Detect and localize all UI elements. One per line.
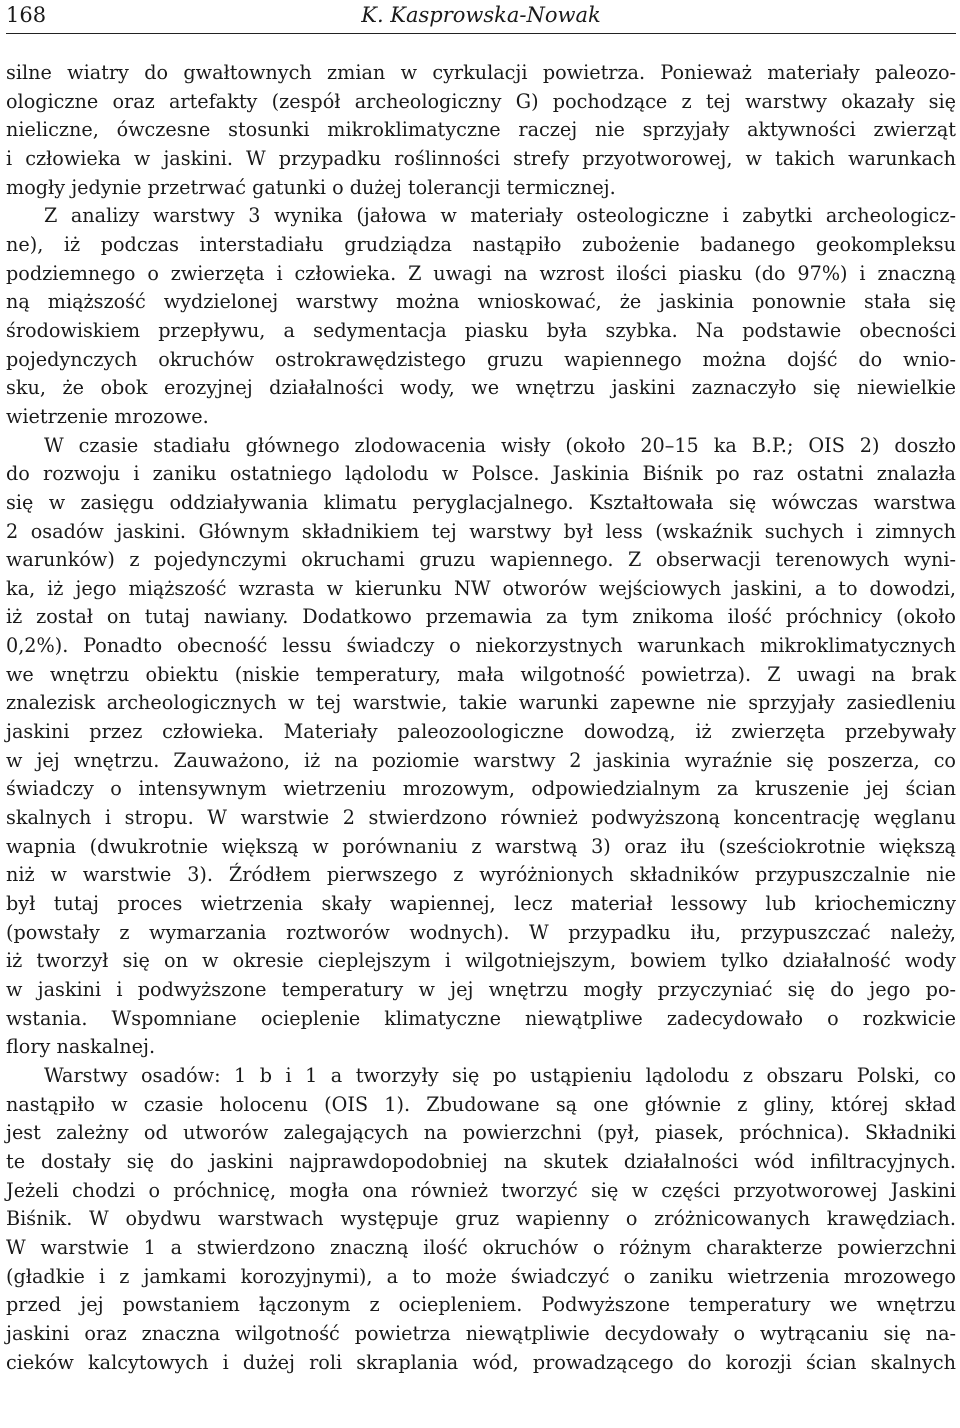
- paragraph-end-line: wietrzenie mrozowe.: [6, 404, 209, 428]
- text-line: i człowieka w jaskini. W przypadku roślinności strefy przyotworowej, w takich warunkach: [6, 146, 956, 170]
- paragraph-start-line: Z analizy warstwy 3 wynika (jałowa w materiały osteologiczne i zabytki archeologicz-: [44, 204, 956, 228]
- text-line: we wnętrzu obiektu (niskie temperatury, mała wilgotność powietrza). Z uwagi na brak: [6, 662, 956, 686]
- text-line: (gładkie i z jamkami korozyjnymi), a to może świadczyć o zaniku wietrzenia mrozowego: [6, 1264, 956, 1288]
- text-line: silne wiatry do gwałtownych zmian w cyrkulacji powietrza. Ponieważ materiały paleozo-: [6, 61, 956, 84]
- text-line: przed jej powstaniem łączonym z ociepleniem. Podwyższone temperatury we wnętrzu: [6, 1293, 956, 1317]
- text-line: do rozwoju i zaniku ostatniego lądolodu w Polsce. Jaskinia Biśnik po raz ostatni znalazła: [6, 462, 956, 486]
- text-line: te dostały się do jaskini najprawdopodobniej na skutek działalności wód infiltracyjnych.: [6, 1149, 956, 1173]
- text-line: cieków kalcytowych i dużej roli skraplania wód, prowadzącego do korozji ścian skalnych: [6, 1350, 956, 1374]
- running-head: [6, 0, 956, 34]
- paragraph-end-line: flory naskalnej.: [6, 1035, 156, 1059]
- paragraph-start-line: Warstwy osadów: 1 b i 1 a tworzyły się po ustąpieniu lądolodu z obszaru Polski, co: [44, 1063, 956, 1087]
- text-line: jest zależny od utworów zalegających na powierzchni (pył, piasek, próchnica). Składniki: [6, 1121, 956, 1145]
- text-line: znalezisk archeologicznych w tej warstwie, takie warunki zapewne nie sprzyjały zasiedleniu: [6, 691, 956, 715]
- text-line: skalnych i stropu. W warstwie 2 stwierdzono również podwyższoną koncentrację węglanu: [6, 806, 956, 830]
- paragraph-start-line: W czasie stadiału głównego zlodowacenia wisły (około 20–15 ka B.P.; OIS 2) doszło: [44, 433, 956, 457]
- text-line: ka, iż jego miąższość wzrasta w kierunku NW otworów wejściowych jaskini, a to dowodzi,: [6, 576, 956, 600]
- page-number: 168: [6, 3, 47, 27]
- text-line: w jaskini i podwyższone temperatury w jej wnętrzu mogły przyczyniać się do jego po-: [6, 978, 956, 1001]
- text-line: jaskini przez człowieka. Materiały paleozoologiczne dowodzą, iż zwierzęta przebywały: [6, 720, 956, 744]
- body-text: [6, 59, 956, 1377]
- text-line: nastąpiło w czasie holocenu (OIS 1). Zbudowane są one głównie z gliny, której skład: [6, 1092, 956, 1116]
- text-line: pojedynczych okruchów ostrokrawędzistego gruzu wapiennego można dojść do wnio-: [6, 347, 956, 371]
- text-line: podziemnego o zwierzęta i człowieka. Z uwagi na wzrost ilości piasku (do 97%) i znaczną: [6, 261, 956, 285]
- text-line: ne), iż podczas interstadiału grudziądza nastąpiło zubożenie badanego geokompleksu: [6, 232, 956, 256]
- text-line: nieliczne, ówczesne stosunki mikroklimatyczne raczej nie sprzyjały aktywności zwierząt: [6, 118, 956, 142]
- text-line: Biśnik. W obydwu warstwach występuje gruz wapienny o zróżnicowanych krawędziach.: [6, 1207, 956, 1231]
- text-line: był tutaj proces wietrzenia skały wapiennej, lecz materiał lessowy lub kriochemiczny: [6, 892, 956, 916]
- text-line: (powstały z wymarzania roztworów wodnych). W przypadku iłu, przypuszczać należy,: [6, 920, 956, 944]
- text-line: się w zasięgu oddziaływania klimatu peryglacjalnego. Kształtowała się wówczas warstwa: [6, 490, 956, 514]
- text-line: niż w warstwie 3). Źródłem pierwszego z wyróżnionych składników przypuszczalnie nie: [6, 863, 956, 887]
- text-line: świadczy o intensywnym wietrzeniu mrozowym, odpowiedzialnym za kruszenie jej ścian: [6, 777, 956, 801]
- text-line: 2 osadów jaskini. Głównym składnikiem tej warstwy był less (wskaźnik suchych i zimnych: [6, 519, 956, 543]
- running-title: K. Kasprowska-Nowak: [361, 3, 601, 27]
- text-line: ną miąższość wydzielonej warstwy można wnioskować, że jaskinia ponownie stała się: [6, 290, 956, 314]
- paragraph-end-line: mogły jedynie przetrwać gatunki o dużej tolerancji termicznej.: [6, 175, 616, 199]
- text-line: warunków) z pojedynczymi okruchami gruzu wapiennego. Z obserwacji terenowych wyni-: [6, 548, 956, 572]
- text-line: iż tworzył się on w okresie cieplejszym i wilgotniejszym, bowiem tylko działalność wody: [6, 949, 956, 973]
- text-line: wstania. Wspomniane ocieplenie klimatyczne niewątpliwe zadecydowało o rozkwicie: [6, 1006, 956, 1030]
- text-line: w jej wnętrzu. Zauważono, iż na poziomie warstwy 2 jaskinia wyraźnie się poszerza, co: [6, 748, 956, 772]
- text-line: środowiskiem przepływu, a sedymentacja piasku była szybka. Na podstawie obecności: [6, 318, 956, 342]
- text-line: Jeżeli chodzi o próchnicę, mogła ona również tworzyć się w części przyotworowej Jaskini: [6, 1178, 956, 1202]
- text-line: sku, że obok erozyjnej działalności wody, we wnętrzu jaskini zaznaczyło się niewielkie: [6, 376, 956, 400]
- text-line: 0,2%). Ponadto obecność lessu świadczy o niekorzystnych warunkach mikroklimatycznych: [6, 634, 956, 658]
- text-line: iż został on tutaj nawiany. Dodatkowo przemawia za tym znikoma ilość próchnicy (około: [6, 605, 956, 629]
- text-line: wapnia (dwukrotnie większą w porównaniu z warstwą 3) oraz iłu (sześciokrotnie większą: [6, 834, 956, 858]
- text-line: ologiczne oraz artefakty (zespół archeologiczny G) pochodzące z tej warstwy okazały się: [6, 89, 956, 113]
- text-line: jaskini oraz znaczna wilgotność powietrza niewątpliwie decydowały o wytrącaniu się na-: [6, 1321, 956, 1345]
- text-line: W warstwie 1 a stwierdzono znaczną ilość okruchów o różnym charakterze powierzchni: [6, 1235, 956, 1259]
